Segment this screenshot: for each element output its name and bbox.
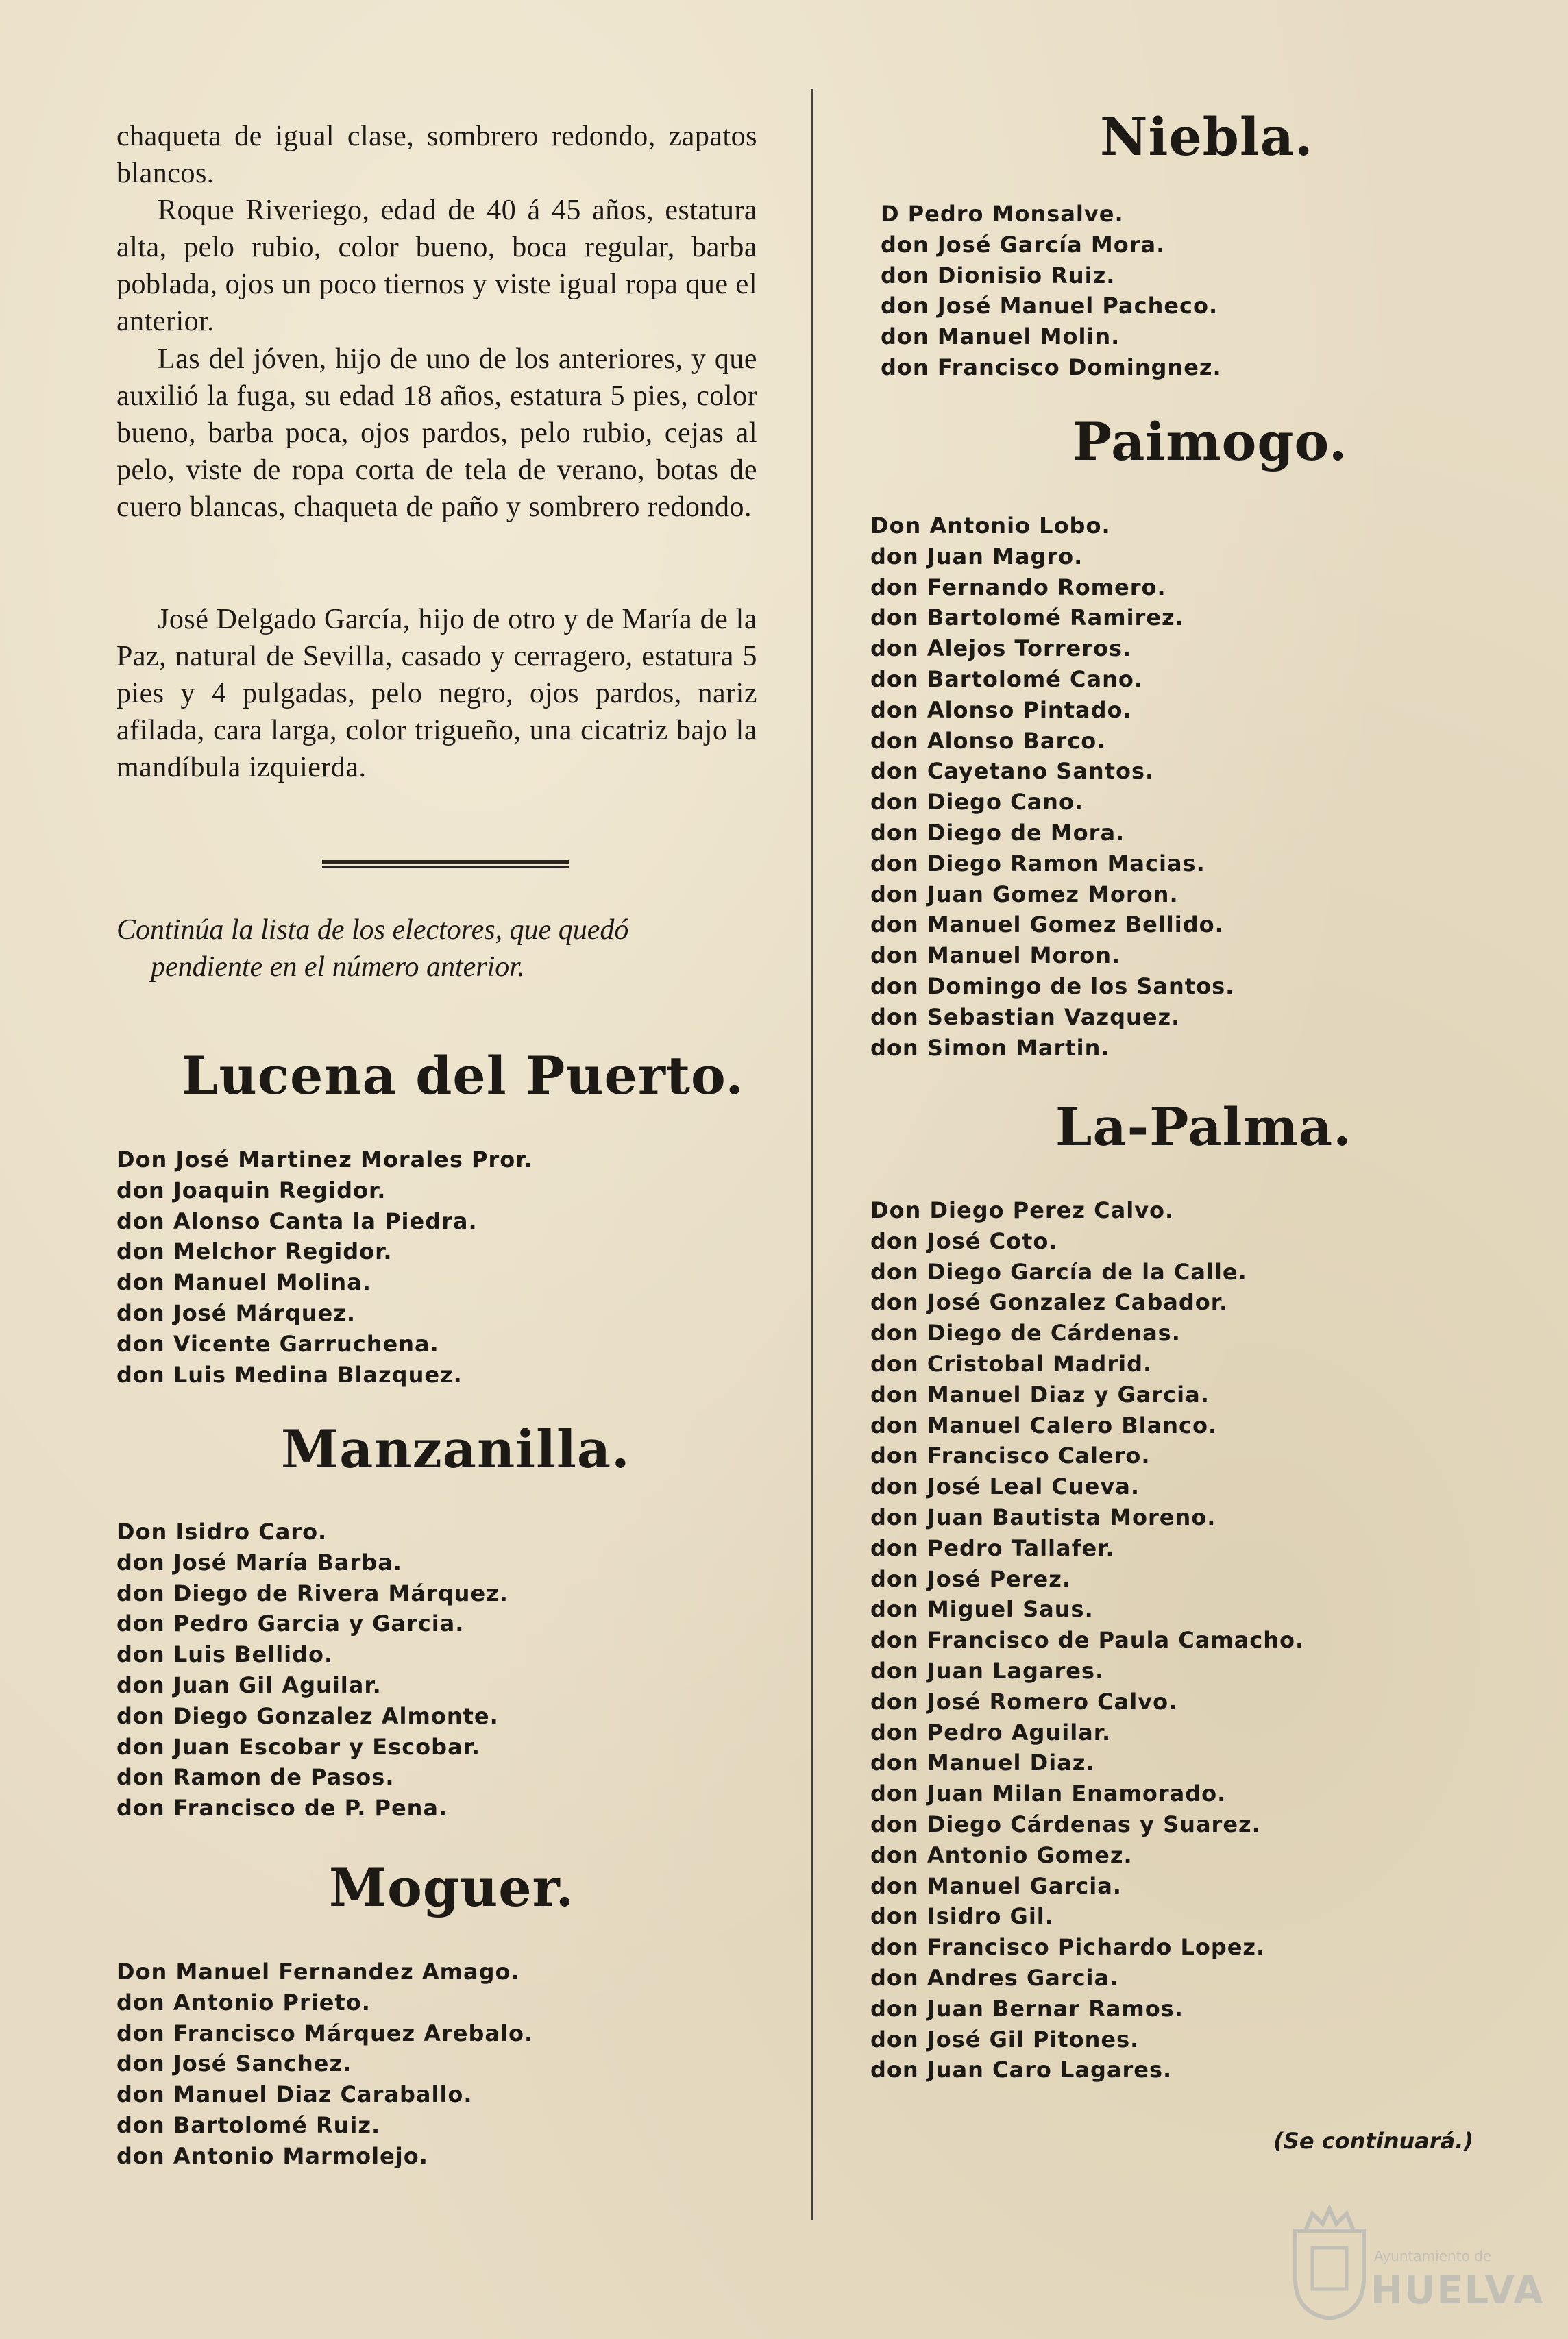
- elector-name: don Antonio Prieto.: [117, 1989, 371, 2016]
- names-lucena-del-puerto: [117, 1144, 533, 1390]
- elector-name: don Juan Escobar y Escobar.: [117, 1733, 481, 1760]
- elector-name: don Bartolomé Ramirez.: [870, 604, 1184, 631]
- elector-name: don Juan Magro.: [870, 543, 1083, 570]
- elector-name: don Francisco Márquez Arebalo.: [117, 2020, 534, 2046]
- names-manzanilla: [117, 1517, 509, 1824]
- elector-name: don Luis Medina Blazquez.: [117, 1361, 463, 1388]
- elector-name: don Diego Cano.: [870, 789, 1084, 816]
- elector-name: don José García Mora.: [881, 231, 1166, 258]
- heading-moguer: Moguer.: [329, 1857, 575, 1918]
- paragraph-continuation: chaqueta de igual clase, sombrero redondo, zapatos blancos.: [117, 121, 757, 189]
- archive-watermark: [1288, 2203, 1545, 2327]
- elector-name: don Juan Caro Lagares.: [870, 2057, 1173, 2083]
- list-introduction: [117, 911, 757, 985]
- elector-name: don Juan Lagares.: [870, 1657, 1105, 1684]
- elector-name: Don Isidro Caro.: [117, 1519, 328, 1545]
- elector-name: don Alonso Canta la Piedra.: [117, 1208, 478, 1234]
- elector-name: don Manuel Molina.: [117, 1269, 371, 1296]
- elector-name: don José Romero Calvo.: [870, 1688, 1178, 1715]
- elector-name: Don Manuel Fernandez Amago.: [117, 1959, 520, 1985]
- elector-name: don Alonso Pintado.: [870, 696, 1132, 723]
- elector-name: don José Márquez.: [117, 1299, 356, 1326]
- elector-name: don José Leal Cueva.: [870, 1473, 1140, 1500]
- elector-name: don Manuel Calero Blanco.: [870, 1412, 1218, 1438]
- names-niebla: [881, 199, 1222, 383]
- elector-name: don Manuel Molin.: [881, 323, 1120, 350]
- heading-paimogo: Paimogo.: [1073, 411, 1348, 472]
- elector-name: Don José Martinez Morales Pror.: [117, 1147, 533, 1173]
- elector-name: don Alejos Torreros.: [870, 635, 1132, 662]
- elector-name: don Juan Milan Enamorado.: [870, 1780, 1227, 1807]
- elector-name: don José Sanchez.: [117, 2050, 352, 2077]
- elector-name: Don Antonio Lobo.: [870, 513, 1111, 539]
- elector-name: don José María Barba.: [117, 1549, 402, 1576]
- elector-name: don Manuel Diaz.: [870, 1750, 1095, 1776]
- elector-name: don Francisco Calero.: [870, 1443, 1151, 1469]
- elector-name: don Manuel Moron.: [870, 942, 1121, 969]
- elector-name: don Juan Gil Aguilar.: [117, 1671, 382, 1698]
- heading-manzanilla: Manzanilla.: [281, 1419, 630, 1480]
- elector-name: don Francisco Pichardo Lopez.: [870, 1934, 1266, 1961]
- elector-name: don Francisco Domingnez.: [881, 354, 1222, 380]
- intro-line: Continúa la lista de los electores, que quedó: [117, 914, 629, 946]
- elector-name: don Cristobal Madrid.: [870, 1350, 1153, 1377]
- column-divider-rule: [811, 89, 813, 2220]
- elector-name: don Diego Cárdenas y Suarez.: [870, 1811, 1261, 1837]
- elector-name: don Pedro Aguilar.: [870, 1719, 1112, 1746]
- elector-name: don Juan Gomez Moron.: [870, 881, 1179, 907]
- elector-name: don Joaquin Regidor.: [117, 1177, 387, 1203]
- elector-name: don Bartolomé Ruiz.: [117, 2111, 381, 2138]
- elector-name: don José Gonzalez Cabador.: [870, 1289, 1229, 1316]
- elector-name: don Diego de Mora.: [870, 819, 1125, 846]
- elector-name: don Manuel Garcia.: [870, 1872, 1122, 1899]
- elector-name: don Pedro Garcia y Garcia.: [117, 1611, 465, 1637]
- elector-name: don Antonio Gomez.: [870, 1841, 1133, 1868]
- elector-name: don Isidro Gil.: [870, 1903, 1054, 1930]
- elector-name: don José Manuel Pacheco.: [881, 293, 1218, 319]
- elector-name: don Luis Bellido.: [117, 1641, 334, 1668]
- elector-name: don Diego de Rivera Márquez.: [117, 1580, 509, 1606]
- elector-name: D Pedro Monsalve.: [881, 201, 1124, 227]
- watermark-label: HUELVA: [1371, 2268, 1545, 2313]
- elector-name: don José Coto.: [870, 1227, 1058, 1254]
- elector-name: don Vicente Garruchena.: [117, 1330, 439, 1357]
- heading-niebla: Niebla.: [1100, 106, 1314, 167]
- paragraph-joven: Las del jóven, hijo de uno de los anteriores, y que auxilió la fuga, su edad 18 años, estatura 5 pies, color bueno, barba poca, ojos pardos, pelo rubio, cejas al pelo, viste de ropa corta de tela de verano, botas de cuero blancas, chaqueta de paño y sombrero redondo.: [117, 343, 757, 523]
- elector-name: don Manuel Diaz Caraballo.: [117, 2081, 473, 2108]
- elector-name: don Domingo de los Santos.: [870, 972, 1235, 999]
- elector-name: don Diego de Cárdenas.: [870, 1320, 1181, 1347]
- heading-lucena-del-puerto: Lucena del Puerto.: [182, 1045, 744, 1106]
- elector-name: don Antonio Marmolejo.: [117, 2142, 428, 2169]
- elector-name: don Diego Ramon Macias.: [870, 850, 1205, 877]
- elector-name: don Melchor Regidor.: [117, 1238, 393, 1265]
- elector-name: don Francisco de Paula Camacho.: [870, 1627, 1305, 1654]
- names-paimogo: [870, 511, 1234, 1063]
- intro-line: pendiente en el número anterior.: [151, 951, 525, 983]
- elector-name: don José Gil Pitones.: [870, 2026, 1140, 2053]
- names-la-palma: [870, 1195, 1304, 2085]
- continuation-note: (Se continuará.): [1273, 2128, 1473, 2154]
- elector-name: don José Perez.: [870, 1565, 1072, 1592]
- elector-name: don Alonso Barco.: [870, 727, 1106, 754]
- elector-name: don Sebastian Vazquez.: [870, 1003, 1181, 1030]
- elector-name: don Andres Garcia.: [870, 1964, 1119, 1991]
- elector-name: don Fernando Romero.: [870, 574, 1166, 600]
- elector-name: don Dionisio Ruiz.: [881, 262, 1116, 289]
- coat-of-arms-icon: [1288, 2203, 1371, 2320]
- elector-name: don Cayetano Santos.: [870, 758, 1155, 785]
- elector-name: don Francisco de P. Pena.: [117, 1795, 448, 1822]
- watermark-sub: Ayuntamiento de: [1374, 2248, 1492, 2264]
- elector-name: don Juan Bautista Moreno.: [870, 1504, 1216, 1530]
- elector-name: don Manuel Diaz y Garcia.: [870, 1381, 1210, 1408]
- elector-name: don Diego Gonzalez Almonte.: [117, 1702, 499, 1729]
- heading-la-palma: La-Palma.: [1055, 1097, 1352, 1158]
- ornamental-divider: [322, 860, 569, 870]
- elector-name: don Diego García de la Calle.: [870, 1258, 1247, 1285]
- elector-name: don Juan Bernar Ramos.: [870, 1995, 1184, 2022]
- elector-name: don Ramon de Pasos.: [117, 1764, 395, 1791]
- elector-name: don Pedro Tallafer.: [870, 1534, 1115, 1561]
- elector-name: don Miguel Saus.: [870, 1596, 1094, 1623]
- elector-name: don Bartolomé Cano.: [870, 665, 1143, 692]
- paragraph-jose-delgado: José Delgado García, hijo de otro y de María de la Paz, natural de Sevilla, casado y cerragero, estatura 5 pies y 4 pulgadas, pelo negro, ojos pardos, nariz afilada, cara larga, color trigueño, una cicatriz bajo la mandíbula izquierda.: [117, 604, 757, 783]
- elector-name: don Simon Martin.: [870, 1034, 1110, 1061]
- names-moguer: [117, 1957, 533, 2172]
- elector-name: don Manuel Gomez Bellido.: [870, 911, 1224, 938]
- paragraph-roque-riveriego: Roque Riveriego, edad de 40 á 45 años, estatura alta, pelo rubio, color bueno, boca regular, barba poblada, ojos un poco tiernos y viste igual ropa que el anterior.: [117, 195, 757, 337]
- elector-name: Don Diego Perez Calvo.: [870, 1197, 1175, 1223]
